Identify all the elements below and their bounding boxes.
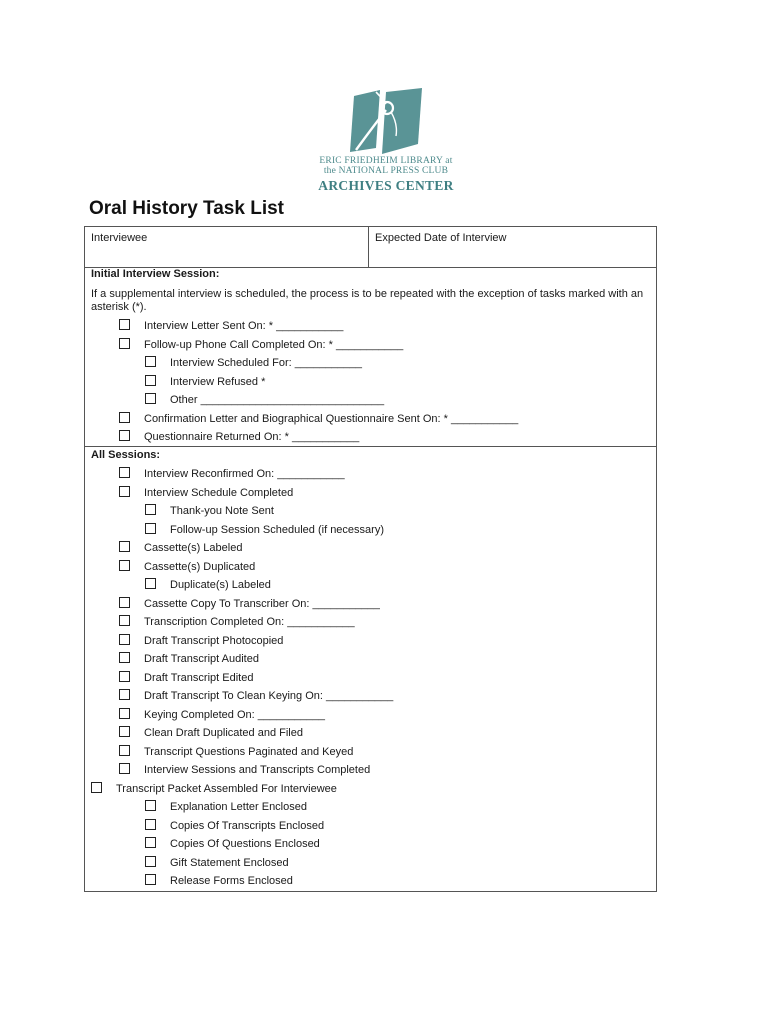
checklist-item-label: Transcript Questions Paginated and Keyed [144, 745, 354, 758]
checklist-item-label: Cassette Copy To Transcriber On: ___________ [144, 597, 380, 610]
checklist-item-label: Draft Transcript To Clean Keying On: ___________ [144, 690, 394, 702]
checkbox[interactable] [119, 597, 130, 608]
checklist-item-label: Interview Schedule Completed [144, 486, 294, 499]
checklist-item-cassette-s-labeled [119, 541, 242, 555]
checkbox[interactable] [119, 634, 130, 645]
checkbox[interactable] [145, 523, 156, 534]
logo-text-library: ERIC FRIEDHEIM LIBRARY at [319, 156, 453, 166]
checkbox[interactable] [119, 671, 130, 682]
checkbox[interactable] [119, 652, 130, 663]
checklist-item-release-forms-enclosed [145, 874, 293, 888]
checkbox[interactable] [145, 375, 156, 386]
task-list-form [84, 226, 657, 892]
checklist-item-label: Draft Transcript Audited [144, 653, 259, 665]
checkbox[interactable] [145, 856, 156, 867]
checklist-item-label: Release Forms Enclosed [170, 875, 293, 887]
checklist-item-label: Transcript Packet Assembled For Interviewee [116, 782, 337, 795]
checkbox[interactable] [145, 800, 156, 811]
checklist-item-label: Confirmation Letter and Biographical Questionnaire Sent On: * ___________ [144, 412, 519, 425]
checklist-item-label: Gift Statement Enclosed [170, 856, 289, 869]
checklist-item-label: Interview Scheduled For: ___________ [170, 357, 363, 369]
checklist-item-duplicate-s-labeled [145, 578, 271, 592]
checklist-item-label: Interview Reconfirmed On: ___________ [144, 468, 345, 480]
checkbox[interactable] [119, 486, 130, 497]
checklist-item-interview-letter-sent-on [119, 319, 343, 333]
checklist-item-label: Questionnaire Returned On: * ___________ [144, 431, 360, 443]
checkbox[interactable] [145, 356, 156, 367]
checklist-item-copies-of-transcripts-enclosed [145, 819, 324, 833]
initial-session-heading: Initial Interview Session: [91, 268, 220, 280]
checklist-item-gift-statement-enclosed [145, 856, 289, 870]
checklist-item-label: Keying Completed On: ___________ [144, 708, 326, 721]
checklist-item-transcript-questions-paginated-and-keyed [119, 745, 353, 759]
checklist-item-confirmation-letter-and-biographical-que [119, 412, 518, 426]
checklist-item-thank-you-note-sent [145, 504, 274, 518]
checklist-item-label: Draft Transcript Edited [144, 671, 254, 684]
all-sessions-heading: All Sessions: [91, 449, 161, 461]
checkbox[interactable] [119, 560, 130, 571]
checklist-item-label: Other ______________________________ [170, 394, 385, 406]
checklist-item-draft-transcript-audited [119, 652, 259, 666]
checkbox[interactable] [145, 837, 156, 848]
checklist-item-cassette-s-duplicated [119, 560, 255, 574]
supplemental-note: If a supplemental interview is scheduled, the process is to be repeated with the exception of tasks marked with an asterisk (*). [91, 288, 644, 313]
checklist-item-transcription-completed-on [119, 615, 355, 629]
checklist-item-questionnaire-returned-on [119, 430, 359, 444]
checklist-item-label: Follow-up Session Scheduled (if necessary) [170, 523, 384, 536]
checklist-item-draft-transcript-edited [119, 671, 253, 685]
checkbox[interactable] [145, 393, 156, 404]
checkbox[interactable] [145, 578, 156, 589]
checklist-item-label: Explanation Letter Enclosed [170, 801, 307, 813]
checklist-item-label: Cassette(s) Duplicated [144, 560, 256, 573]
logo-text-press-club: the NATIONAL PRESS CLUB [323, 166, 449, 176]
logo-text-archives-center: ARCHIVES CENTER [318, 178, 454, 193]
checklist-item-label: Interview Sessions and Transcripts Completed [144, 764, 371, 776]
checklist-item-draft-transcript-to-clean-keying-on [119, 689, 393, 703]
checkbox[interactable] [145, 504, 156, 515]
checklist-item-keying-completed-on [119, 708, 325, 722]
checklist-item-draft-transcript-photocopied [119, 634, 283, 648]
checklist-item-explanation-letter-enclosed [145, 800, 307, 814]
checklist-item-label: Interview Letter Sent On: * ___________ [144, 320, 344, 332]
checkbox[interactable] [119, 615, 130, 626]
checklist-item-other [145, 393, 384, 407]
checklist-item-cassette-copy-to-transcriber-on [119, 597, 380, 611]
checklist-item-clean-draft-duplicated-and-filed [119, 726, 303, 740]
checklist-item-label: Clean Draft Duplicated and Filed [144, 727, 303, 739]
checkbox[interactable] [119, 319, 130, 330]
interviewee-field-label: Interviewee [91, 232, 148, 244]
page-title: Oral History Task List [89, 198, 284, 219]
checkbox[interactable] [119, 726, 130, 737]
checklist-item-label: Copies Of Questions Enclosed [170, 838, 320, 850]
checklist-item-label: Transcription Completed On: ___________ [144, 616, 355, 628]
checklist-item-label: Interview Refused * [170, 375, 266, 388]
checklist-item-label: Draft Transcript Photocopied [144, 634, 284, 647]
section-divider [85, 446, 656, 447]
checklist-item-label: Cassette(s) Labeled [144, 542, 243, 554]
checkbox[interactable] [145, 819, 156, 830]
checklist-item-label: Thank-you Note Sent [170, 505, 274, 517]
checkbox[interactable] [119, 338, 130, 349]
checkbox[interactable] [119, 763, 130, 774]
checklist-item-label: Follow-up Phone Call Completed On: * ___________ [144, 338, 404, 351]
checkbox[interactable] [119, 430, 130, 441]
expected-date-field-label: Expected Date of Interview [375, 232, 507, 244]
form-header-row [85, 227, 656, 268]
archives-center-logo [318, 88, 454, 194]
checklist-item-follow-up-phone-call-completed-on [119, 338, 403, 352]
quill-pen-icon [346, 88, 426, 156]
checklist-item-label: Duplicate(s) Labeled [170, 579, 271, 591]
checklist-item-transcript-packet-assembled-for-intervie [91, 782, 337, 796]
checkbox[interactable] [119, 467, 130, 478]
checkbox[interactable] [119, 689, 130, 700]
checklist-item-interview-reconfirmed-on [119, 467, 345, 481]
checklist-item-interview-sessions-and-transcripts-compl [119, 763, 370, 777]
checklist-item-copies-of-questions-enclosed [145, 837, 320, 851]
checklist-item-interview-scheduled-for [145, 356, 362, 370]
checklist-item-interview-schedule-completed [119, 486, 293, 500]
checkbox[interactable] [119, 708, 130, 719]
checkbox[interactable] [119, 541, 130, 552]
checklist-item-follow-up-session-scheduled-if-necessary [145, 523, 384, 537]
checkbox[interactable] [119, 745, 130, 756]
header-divider [368, 227, 369, 267]
checkbox[interactable] [145, 874, 156, 885]
checklist-item-interview-refused [145, 375, 265, 389]
checklist-item-label: Copies Of Transcripts Enclosed [170, 819, 325, 832]
checkbox[interactable] [119, 412, 130, 423]
checkbox[interactable] [91, 782, 102, 793]
